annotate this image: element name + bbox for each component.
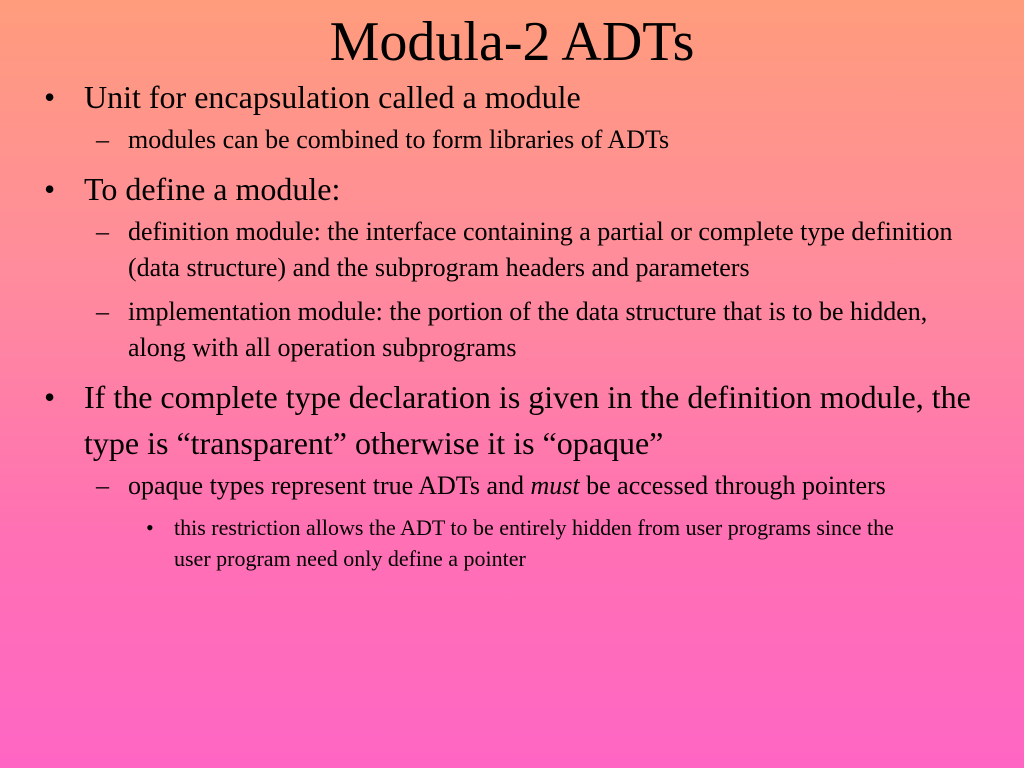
bullet-marker: • — [146, 515, 154, 540]
sub-bullet-text: definition module: the interface containing a partial or complete type definition (data structure) and the subprogram headers and parameters — [128, 217, 953, 282]
dash-marker: – — [96, 217, 109, 246]
dash-marker: – — [96, 471, 109, 500]
bullet-text: If the complete type declaration is given in the definition module, the type is “transparent” otherwise it is “opaque” — [84, 379, 971, 461]
bullet-marker: • — [44, 379, 56, 415]
bullet-define-module — [0, 166, 1024, 212]
sub-bullet-text-start: opaque types represent true ADTs and — [128, 471, 531, 500]
bullet-encapsulation — [0, 74, 1024, 120]
sub-sub-bullet-restriction — [0, 512, 1024, 574]
bullet-text: To define a module: — [84, 171, 341, 207]
slide-content — [0, 74, 1024, 574]
bullet-text: Unit for encapsulation called a module — [84, 79, 581, 115]
sub-bullet-implementation-module — [0, 294, 1024, 366]
sub-bullet-opaque-types — [0, 468, 1024, 504]
sub-bullet-definition-module — [0, 214, 1024, 286]
sub-bullet-text: implementation module: the portion of the data structure that is to be hidden, along with all operation subprograms — [128, 297, 928, 362]
sub-bullet-text-end: be accessed through pointers — [579, 471, 886, 500]
sub-sub-bullet-text: this restriction allows the ADT to be entirely hidden from user programs since the user program need only define a pointer — [174, 515, 894, 571]
bullet-marker: • — [44, 171, 56, 207]
bullet-transparent-opaque — [0, 374, 1024, 466]
sub-bullet-libraries — [0, 122, 1024, 158]
emphasis-must: must — [530, 471, 580, 500]
slide-title: Modula-2 ADTs — [329, 11, 695, 73]
dash-marker: – — [96, 297, 109, 326]
dash-marker: – — [96, 125, 109, 154]
bullet-marker: • — [44, 79, 56, 115]
sub-bullet-text: modules can be combined to form libraries of ADTs — [128, 125, 670, 154]
